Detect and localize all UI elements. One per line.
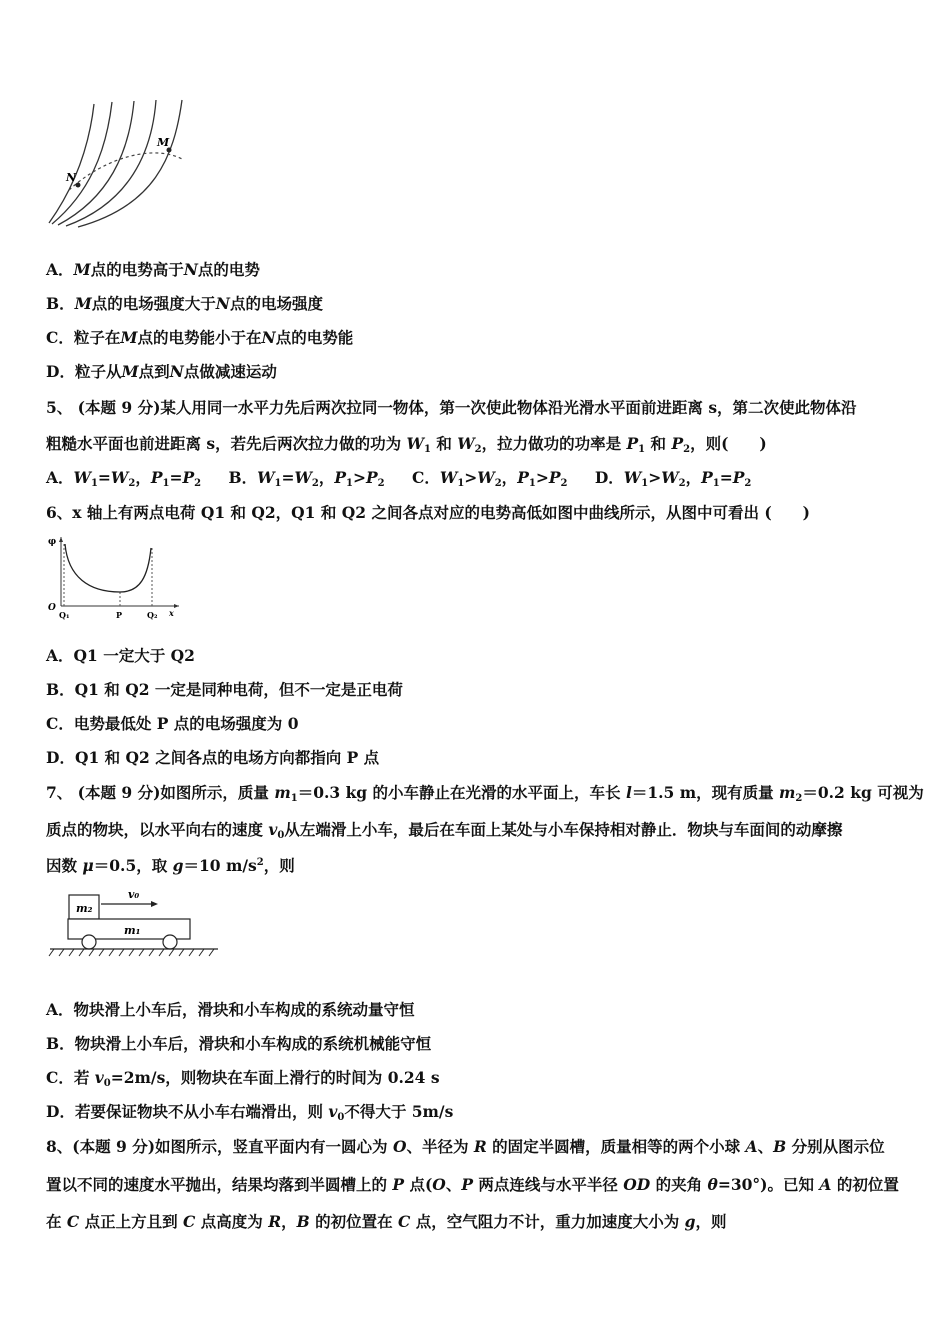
label-n: N [66, 171, 77, 184]
m2-label: m₂ [76, 902, 93, 915]
q4-option-a: A．M点的电势高于N点的电势 [46, 260, 260, 279]
q4-option-d: D．粒子从M点到N点做减速运动 [46, 362, 277, 381]
q5-stem-line1: 5、 (本题 9 分)某人用同一水平力先后两次拉同一物体，第一次使此物体沿光滑水平面前进距离 s，第二次使此物体沿 [46, 398, 857, 417]
q5-options [46, 468, 751, 488]
q7-stem-line1: 7、 (本题 9 分)如图所示，质量 $m_1=0.3$ kg 的小车静止在光滑的水平面上，车长 l＝1.5 m，现有质量 $m_2=0.2$ kg 可视为 [46, 783, 924, 804]
phi-label: φ [48, 537, 57, 547]
q6-option-d: D．Q1 和 Q2 之间各点的电场方向都指向 P 点 [46, 748, 380, 767]
q7-option-a: A．物块滑上小车后，滑块和小车构成的系统动量守恒 [46, 1000, 415, 1019]
q4-option-b: B．M点的电场强度大于N点的电场强度 [46, 294, 323, 313]
q7-stem-line3: 因数 μ＝0.5，取 g＝10 $m/s^2$，则 [46, 856, 295, 875]
p-label: P [116, 610, 123, 620]
q8-stem-line2: 置以不同的速度水平抛出，结果均落到半圆槽上的 P 点(O、P 两点连线与水平半径 OD 的夹角 θ=30°)。已知 A 的初位置 [46, 1175, 899, 1194]
v0-label: v₀ [128, 888, 140, 901]
q6-option-c: C．电势最低处 P 点的电场强度为 0 [46, 714, 299, 733]
q8-stem-line1: 8、(本题 9 分)如图所示，竖直平面内有一圆心为 O、半径为 R 的固定半圆槽，质量相等的两个小球 A、B 分别从图示位 [46, 1137, 885, 1156]
q5-option-b: B．$W_1=W_2$，$P_1>P_2$ [228, 468, 385, 489]
q5-stem-line2: 粗糙水平面也前进距离 s，若先后两次拉力做的功为 $W_1$ 和 $W_2$，拉力做功的功率是 $P_1$ 和 $P_2$，则( ) [46, 434, 767, 455]
origin-label: O [48, 603, 56, 613]
q5-option-c: C．$W_1>W_2$，$P_1>P_2$ [412, 468, 568, 489]
q6-stem: 6、x 轴上有两点电荷 Q1 和 Q2，Q1 和 Q2 之间各点对应的电势高低如图中曲线所示，从图中可看出 ( ) [46, 503, 811, 522]
q6-option-a: A．Q1 一定大于 Q2 [46, 646, 195, 665]
q7-option-b: B．物块滑上小车后，滑块和小车构成的系统机械能守恒 [46, 1034, 432, 1053]
q2-label: Q₂ [147, 610, 158, 620]
q6-option-b: B．Q1 和 Q2 一定是同种电荷，但不一定是正电荷 [46, 680, 403, 699]
q5-option-a: A．$W_1=W_2$，$P_1=P_2$ [46, 468, 202, 489]
potential-graph [44, 532, 186, 622]
label-m: M [157, 136, 170, 149]
field-lines-figure [44, 98, 194, 228]
q1-label: Q₁ [59, 610, 70, 620]
q5-option-d: D．$W_1>W_2$，$P_1=P_2$ [594, 468, 752, 489]
cart-figure [46, 884, 222, 962]
q7-option-d: D．若要保证物块不从小车右端滑出，则 $v_0$不得大于 5m/s [46, 1102, 454, 1123]
q7-stem-line2: 质点的物块，以水平向右的速度 $v_0$从左端滑上小车，最后在车面上某处与小车保持相对静止．物块与车面间的动摩擦 [46, 820, 843, 841]
q4-option-c: C．粒子在M点的电势能小于在N点的电势能 [46, 328, 354, 347]
q8-stem-line3: 在 C 点正上方且到 C 点高度为 R，B 的初位置在 C 点，空气阻力不计，重力加速度大小为 g，则 [46, 1212, 727, 1231]
m1-label: m₁ [124, 924, 141, 937]
x-label: x [169, 608, 174, 618]
q7-option-c: C．若 $v_0=2m/s$，则物块在车面上滑行的时间为 0.24 s [46, 1068, 440, 1089]
